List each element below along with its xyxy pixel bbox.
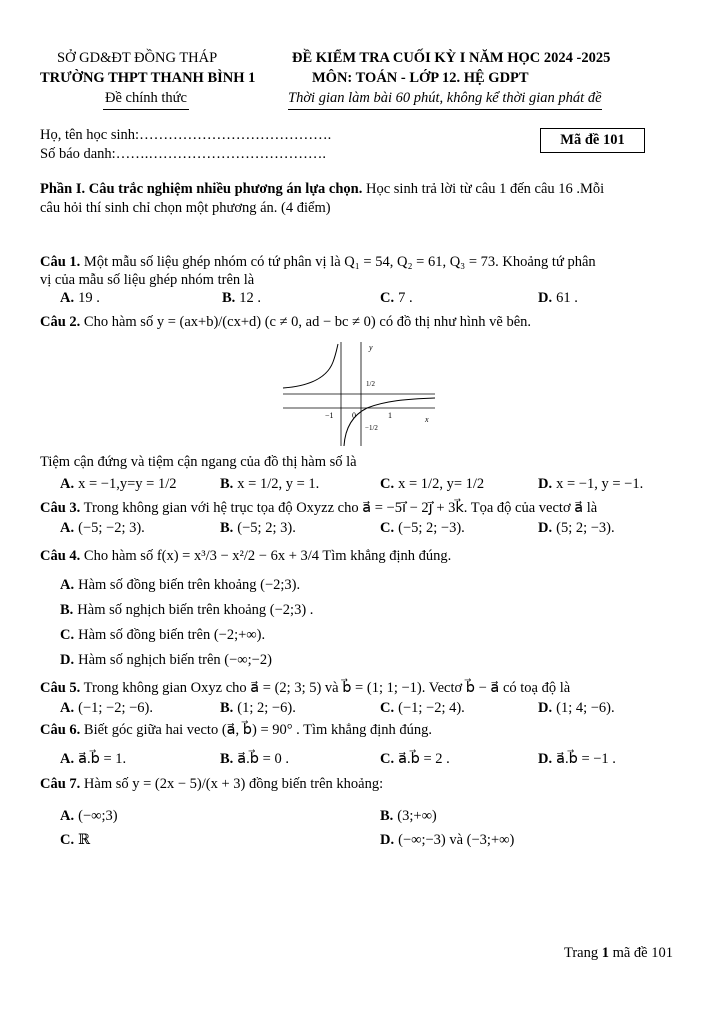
q2-option-d[interactable]	[538, 476, 643, 493]
q2-option-b[interactable]	[220, 476, 319, 493]
q5-option-c-label: C.	[380, 700, 395, 716]
q7-option-c[interactable]	[60, 832, 90, 849]
q1-option-d-text: 61 .	[556, 290, 578, 306]
q2-option-c[interactable]	[380, 476, 484, 493]
question-1	[40, 254, 596, 271]
question-4-label: Câu 4.	[40, 548, 81, 564]
q4-option-b-text: Hàm số nghịch biến trên khoảng (−2;3) .	[77, 602, 314, 618]
q4-option-b[interactable]	[60, 602, 313, 619]
question-7-label: Câu 7.	[40, 776, 81, 792]
q7-option-b-label: B.	[380, 808, 394, 824]
q4-option-d[interactable]	[60, 652, 272, 669]
q5-option-c[interactable]	[380, 700, 465, 717]
q2-option-c-label: C.	[380, 476, 395, 492]
q1-option-a[interactable]	[60, 290, 100, 307]
question-4-text: Cho hàm số f(x) = x³/3 − x²/2 − 6x + 3/4 Tìm khẳng định đúng.	[80, 548, 452, 564]
part1-instructions	[40, 181, 604, 198]
graph-y-label: y	[369, 343, 373, 352]
q6-option-d-text: a⃗.b⃗ = −1 .	[556, 751, 616, 767]
q4-option-c-text: Hàm số đồng biến trên (−2;+∞).	[78, 627, 266, 643]
question-2-label: Câu 2.	[40, 314, 81, 330]
q2-option-d-label: D.	[538, 476, 553, 492]
page-footer	[564, 945, 673, 962]
official-exam-text: Đề chính thức	[105, 90, 187, 106]
q6-option-a-text: a⃗.b⃗ = 1.	[78, 751, 127, 767]
q3-option-a-label: A.	[60, 520, 75, 536]
graph-neg-half-label: −1/2	[365, 424, 378, 432]
hyperbola-graph	[275, 338, 440, 450]
q1-option-b[interactable]	[222, 290, 261, 307]
q2-option-a-text: x = −1,y=y = 1/2	[78, 476, 177, 492]
q5-option-d[interactable]	[538, 700, 615, 717]
question-2	[40, 314, 531, 331]
question-7-text: Hàm số y = (2x − 5)/(x + 3) đồng biến trên khoảng:	[80, 776, 384, 792]
q5-option-a[interactable]	[60, 700, 153, 717]
page-footer-suffix: mã đề 101	[608, 945, 673, 961]
q3-option-c-label: C.	[380, 520, 395, 536]
q3-option-b-label: B.	[220, 520, 234, 536]
q7-option-d-text: (−∞;−3) và (−3;+∞)	[398, 832, 515, 848]
q7-option-a[interactable]	[60, 808, 118, 825]
q1-option-a-text: 19 .	[78, 290, 100, 306]
q6-option-b[interactable]	[220, 751, 289, 768]
q2-option-a-label: A.	[60, 476, 75, 492]
q3-option-d[interactable]	[538, 520, 615, 537]
q5-option-d-text: (1; 4; −6).	[556, 700, 615, 716]
q3-option-c[interactable]	[380, 520, 465, 537]
q6-option-c-label: C.	[380, 751, 395, 767]
q7-option-d[interactable]	[380, 832, 514, 849]
q4-option-c-label: C.	[60, 627, 75, 643]
graph-half-label: 1/2	[366, 380, 375, 388]
question-3	[40, 500, 597, 517]
q3-option-a[interactable]	[60, 520, 145, 537]
exam-code-box: Mã đề 101	[540, 128, 645, 153]
school-name: TRƯỜNG THPT THANH BÌNH 1	[40, 70, 256, 86]
q3-option-a-text: (−5; −2; 3).	[78, 520, 145, 536]
question-3-label: Câu 3.	[40, 500, 81, 516]
q7-option-b-text: (3;+∞)	[397, 808, 437, 824]
q1-option-a-label: A.	[60, 290, 75, 306]
exam-subject: MÔN: TOÁN - LỚP 12. HỆ GDPT	[312, 70, 529, 86]
question-1-text-cont: vị của mẫu số liệu ghép nhóm trên là	[40, 272, 255, 288]
question-5-text: Trong không gian Oxyz cho a⃗ = (2; 3; 5) và b⃗ = (1; 1; −1). Vectơ b⃗ − a⃗ có toạ độ là	[80, 680, 571, 696]
q6-option-b-label: B.	[220, 751, 234, 767]
q1-option-d[interactable]	[538, 290, 578, 307]
exam-duration	[288, 90, 602, 110]
q3-option-d-label: D.	[538, 520, 553, 536]
school-department: SỞ GD&ĐT ĐỒNG THÁP	[57, 50, 218, 66]
question-6	[40, 722, 432, 739]
graph-neg-one-label: −1	[325, 411, 334, 420]
q6-option-d-label: D.	[538, 751, 553, 767]
q4-option-b-label: B.	[60, 602, 74, 618]
q4-option-a-text: Hàm số đồng biến trên khoảng (−2;3).	[78, 577, 301, 593]
q4-option-d-text: Hàm số nghịch biến trên (−∞;−2)	[78, 652, 272, 668]
exam-duration-text: Thời gian làm bài 60 phút, không kể thời gian phát đề	[288, 90, 602, 106]
q3-option-c-text: (−5; 2; −3).	[398, 520, 465, 536]
q5-option-b[interactable]	[220, 700, 296, 717]
q1-option-c-text: 7 .	[398, 290, 413, 306]
part1-text-line2: câu hỏi thí sinh chỉ chọn một phương án. (4 điểm)	[40, 200, 331, 216]
q2-option-b-text: x = 1/2, y = 1.	[237, 476, 320, 492]
q5-option-b-text: (1; 2; −6).	[237, 700, 296, 716]
q1-option-d-label: D.	[538, 290, 553, 306]
q3-option-d-text: (5; 2; −3).	[556, 520, 615, 536]
q6-option-d[interactable]	[538, 751, 616, 768]
graph-right-branch	[344, 398, 435, 446]
graph-zero-label: 0	[352, 411, 356, 420]
graph-left-branch	[283, 344, 338, 388]
q2-option-a[interactable]	[60, 476, 176, 493]
q6-option-a[interactable]	[60, 751, 126, 768]
q5-option-b-label: B.	[220, 700, 234, 716]
question-5	[40, 680, 570, 697]
q6-option-c[interactable]	[380, 751, 450, 768]
q6-option-a-label: A.	[60, 751, 75, 767]
q5-option-a-text: (−1; −2; −6).	[78, 700, 153, 716]
question-6-text: Biết góc giữa hai vecto (a⃗, b⃗) = 90° . Tìm khẳng định đúng.	[80, 722, 433, 738]
q3-option-b-text: (−5; 2; 3).	[237, 520, 296, 536]
q7-option-a-label: A.	[60, 808, 75, 824]
question-2-text: Cho hàm số y = (ax+b)/(cx+d) (c ≠ 0, ad − bc ≠ 0) có đồ thị như hình vẽ bên.	[80, 314, 532, 330]
q2-option-b-label: B.	[220, 476, 234, 492]
page-footer-prefix: Trang	[563, 945, 602, 961]
q4-option-a-label: A.	[60, 577, 75, 593]
q5-option-a-label: A.	[60, 700, 75, 716]
q7-option-b[interactable]	[380, 808, 437, 825]
part1-title: Phần I. Câu trắc nghiệm nhiều phương án lựa chọn.	[40, 181, 363, 197]
question-3-text: Trong không gian với hệ trục tọa độ Oxyzz cho a⃗ = −5i⃗ − 2j⃗ + 3k⃗. Tọa độ của vectơ a⃗ là	[80, 500, 598, 516]
student-id-line: Số báo danh:…….……………………………….	[40, 146, 326, 162]
q6-option-b-text: a⃗.b⃗ = 0 .	[237, 751, 289, 767]
q1-option-c-label: C.	[380, 290, 395, 306]
q1-option-b-label: B.	[222, 290, 236, 306]
graph-one-label: 1	[388, 411, 392, 420]
q2-option-c-text: x = 1/2, y= 1/2	[398, 476, 485, 492]
official-exam-label	[103, 90, 189, 110]
question-5-label: Câu 5.	[40, 680, 81, 696]
q6-option-c-text: a⃗.b⃗ = 2 .	[398, 751, 450, 767]
page-number: 1	[601, 945, 609, 961]
question-6-label: Câu 6.	[40, 722, 81, 738]
question-1-text: Một mẫu số liệu ghép nhóm có tứ phân vị là Q₁ = 54, Q₂ = 61, Q₃ = 73. Khoảng tứ phân	[80, 254, 596, 270]
q1-option-b-text: 12 .	[239, 290, 262, 306]
q5-option-c-text: (−1; −2; 4).	[398, 700, 465, 716]
q4-option-a[interactable]	[60, 577, 300, 594]
question-4	[40, 548, 451, 565]
q7-option-c-label: C.	[60, 832, 75, 848]
q2-option-d-text: x = −1, y = −1.	[556, 476, 644, 492]
question-1-label: Câu 1.	[40, 254, 81, 270]
q7-option-a-text: (−∞;3)	[78, 808, 118, 824]
student-name-line: Họ, tên học sinh:………………………………….	[40, 127, 332, 143]
graph-x-label: x	[425, 415, 429, 424]
q1-option-c[interactable]	[380, 290, 413, 307]
q5-option-d-label: D.	[538, 700, 553, 716]
q3-option-b[interactable]	[220, 520, 296, 537]
q7-option-d-label: D.	[380, 832, 395, 848]
question-7	[40, 776, 383, 793]
part1-text-line1: Học sinh trả lời từ câu 1 đến câu 16 .Mỗi	[362, 181, 605, 197]
q4-option-c[interactable]	[60, 627, 265, 644]
question-2-prompt: Tiệm cận đứng và tiệm cận ngang của đồ thị hàm số là	[40, 454, 357, 470]
q4-option-d-label: D.	[60, 652, 75, 668]
q7-option-c-text: ℝ	[78, 832, 91, 848]
exam-title: ĐỀ KIỂM TRA CUỐI KỲ I NĂM HỌC 2024 -2025	[292, 50, 611, 66]
